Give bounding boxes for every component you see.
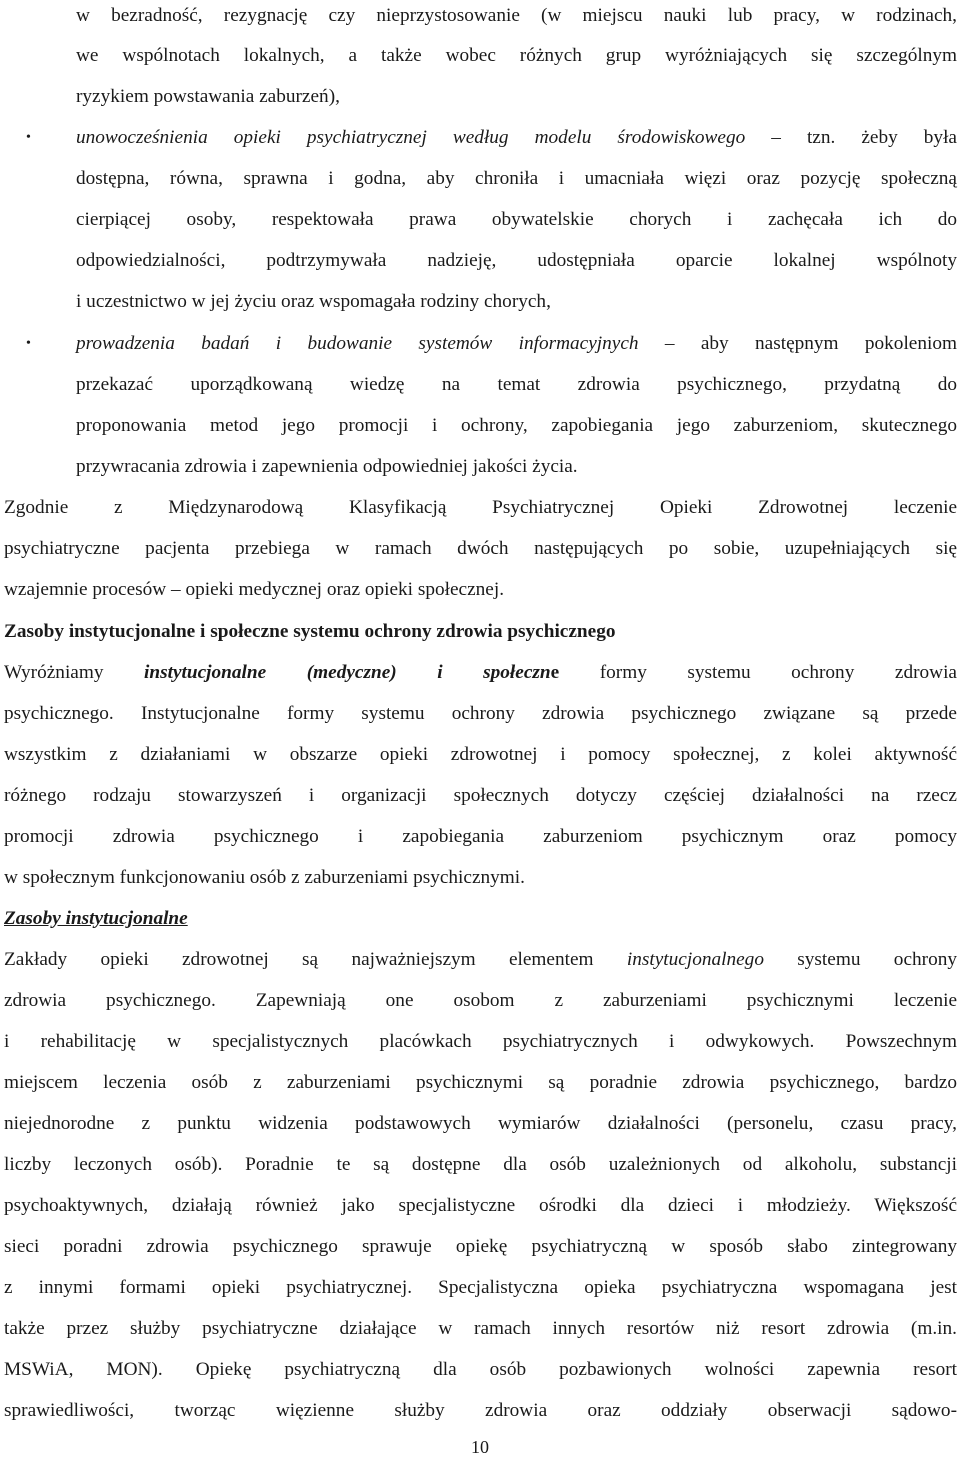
text-line: i rehabilitację w specjalistycznych placówkach psychiatrycznych i odwykowych. Powszechnym — [4, 1031, 957, 1052]
emphasis-bold: e — [550, 662, 560, 683]
text-line: psychoaktywnych, działają również jako specjalistyczne ośrodki dla dzieci i młodzieży. Większość — [4, 1195, 957, 1216]
text-line: także przez służby psychiatryczne działające w ramach innych resortów niż resort zdrowia (m.in. — [4, 1318, 957, 1339]
text-line: niejednorodne z punktu widzenia podstawowych wymiarów działalności (personelu, czasu pracy, — [4, 1113, 957, 1134]
section-heading: Zasoby instytucjonalne i społeczne systemu ochrony zdrowia psychicznego — [4, 621, 616, 642]
text-line: w bezradność, rezygnację czy nieprzystosowanie (w miejscu nauki lub pracy, w rodzinach, — [76, 5, 957, 26]
text-line — [76, 332, 957, 356]
text-line: ryzykiem powstawania zaburzeń), — [76, 86, 340, 107]
text-line: miejscem leczenia osób z zaburzeniami psychicznymi są poradnie zdrowia psychicznego, bardzo — [4, 1072, 957, 1093]
text-span: – aby następnym pokoleniom — [638, 333, 957, 354]
text-line: promocji zdrowia psychicznego i zapobiegania zaburzeniom psychicznym oraz pomocy — [4, 826, 957, 847]
text-line — [4, 948, 957, 972]
text-span: systemu ochrony — [763, 949, 957, 970]
text-line: sieci poradni zdrowia psychicznego sprawuje opiekę psychiatryczną w sposób słabo zintegrowany — [4, 1236, 957, 1257]
text-line: w społecznym funkcjonowaniu osób z zaburzeniami psychicznymi. — [4, 867, 525, 888]
text-line: przekazać uporządkowaną wiedzę na temat zdrowia psychicznego, przydatną do — [76, 374, 957, 395]
bullet-icon: • — [26, 130, 31, 145]
emphasis-italic: instytucjonalnego — [626, 949, 764, 970]
text-line — [76, 126, 957, 150]
text-line: wszystkim z działaniami w obszarze opieki zdrowotnej i pomocy społecznej, z kolei aktywność — [4, 744, 957, 765]
text-line: cierpiącej osoby, respektowała prawa obywatelskie chorych i zachęcała ich do — [76, 209, 957, 230]
subsection-heading: Zasoby instytucjonalne — [4, 908, 188, 929]
text-line: liczby leczonych osób). Poradnie te są dostępne dla osób uzależnionych od alkoholu, substancji — [4, 1154, 957, 1175]
text-line: MSWiA, MON). Opiekę psychiatryczną dla osób pozbawionych wolności zapewnia resort — [4, 1359, 957, 1380]
text-line: przywracania zdrowia i zapewnienia odpowiedniej jakości życia. — [76, 456, 578, 477]
text-line: sprawiedliwości, tworząc więzienne służby zdrowia oraz oddziały obserwacji sądowo- — [4, 1400, 957, 1421]
text-line: odpowiedzialności, podtrzymywała nadzieję, udostępniała oparcie lokalnej wspólnoty — [76, 250, 957, 271]
text-line: zdrowia psychicznego. Zapewniają one osobom z zaburzeniami psychicznymi leczenie — [4, 990, 957, 1011]
text-span: – tzn. żeby była — [745, 127, 957, 148]
text-span: formy systemu ochrony zdrowia — [559, 662, 957, 683]
text-line: różnego rodzaju stowarzyszeń i organizacji społecznych dotyczy częściej działalności na rzecz — [4, 785, 957, 806]
bullet-lead-italic: unowocześnienia opieki psychiatrycznej według modelu środowiskowego — [76, 127, 746, 148]
text-line: Zgodnie z Międzynarodową Klasyfikacją Psychiatrycznej Opieki Zdrowotnej leczenie — [4, 497, 957, 518]
bullet-lead-italic: prowadzenia badań i budowanie systemów informacyjnych — [76, 333, 639, 354]
text-line — [4, 661, 957, 685]
text-span: Wyróżniamy — [4, 662, 145, 683]
text-line: we wspólnotach lokalnych, a także wobec różnych grup wyróżniających się szczególnym — [76, 45, 957, 66]
text-line: i uczestnictwo w jej życiu oraz wspomagała rodziny chorych, — [76, 291, 551, 312]
text-line: psychicznego. Instytucjonalne formy systemu ochrony zdrowia psychicznego związane są przede — [4, 703, 957, 724]
text-line: wzajemnie procesów – opieki medycznej oraz opieki społecznej. — [4, 579, 505, 600]
text-line: psychiatryczne pacjenta przebiega w ramach dwóch następujących po sobie, uzupełniających się — [4, 538, 957, 559]
bullet-icon: • — [26, 336, 31, 351]
emphasis-bold-italic: instytucjonalne (medyczne) i społeczn — [144, 662, 551, 683]
text-line: z innymi formami opieki psychiatrycznej. Specjalistyczna opieka psychiatryczna wspomagana jest — [4, 1277, 957, 1298]
text-span: Zakłady opieki zdrowotnej są najważniejszym elementem — [4, 949, 627, 970]
text-line: proponowania metod jego promocji i ochrony, zapobiegania jego zaburzeniom, skutecznego — [76, 415, 957, 436]
page-number: 10 — [471, 1437, 489, 1457]
text-line: dostępna, równa, sprawna i godna, aby chroniła i umacniała więzi oraz pozycję społeczną — [76, 168, 957, 189]
